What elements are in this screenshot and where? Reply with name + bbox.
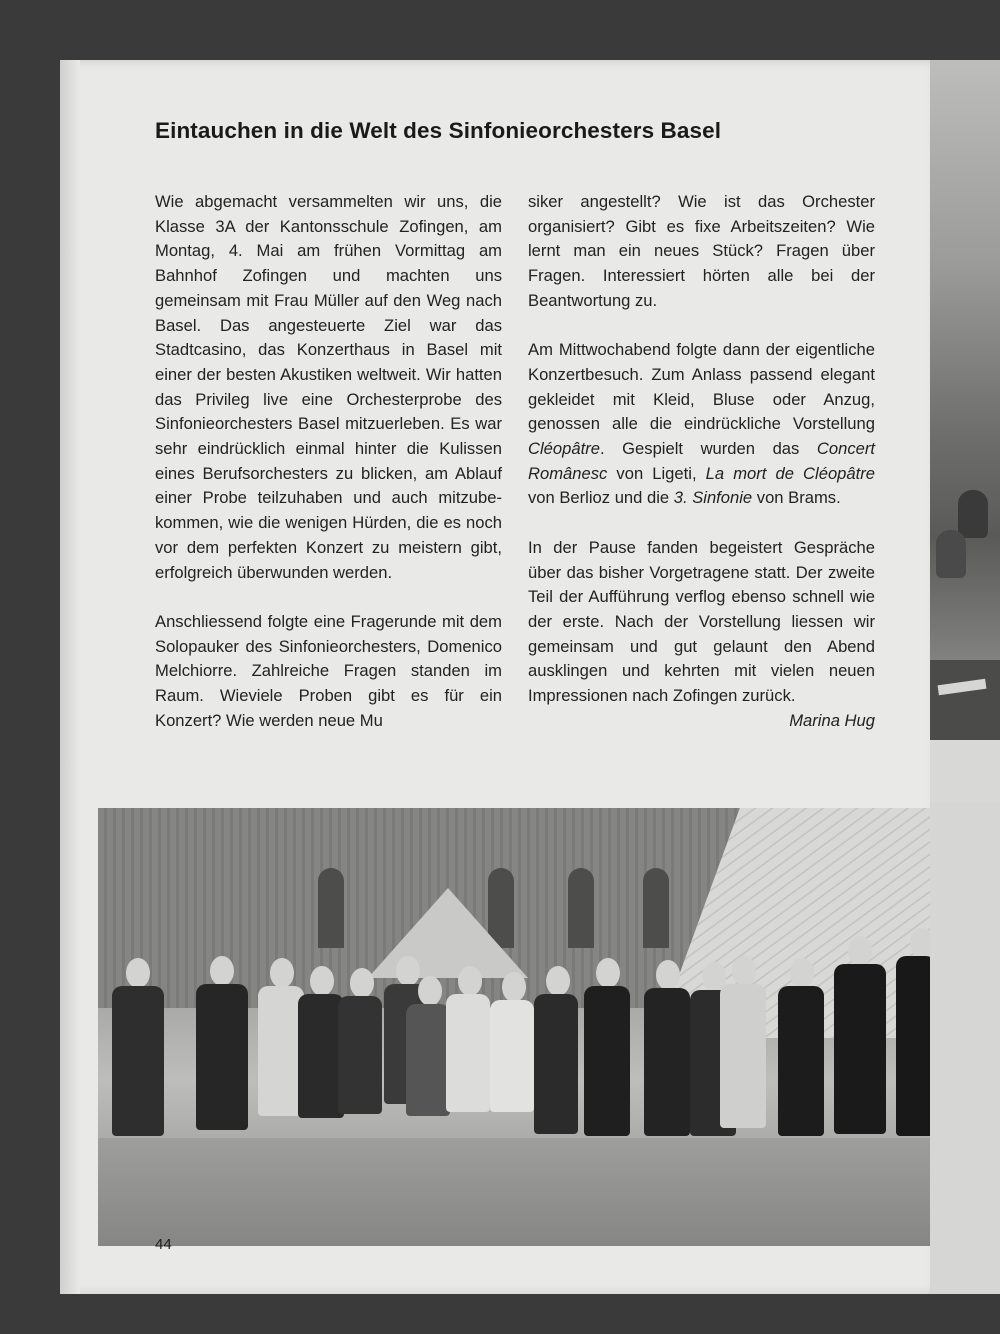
photo-person [720,984,766,1128]
page-gutter [60,60,80,1294]
photo-person [196,984,248,1130]
group-photo [98,808,930,1246]
photo-person-head [396,956,420,986]
photo-person-head [458,966,482,996]
adjacent-page-lower-area [930,802,1000,1294]
paragraph: Wie abgemacht versammelten wir uns, die Klasse 3A der Kantonsschule Zofingen, am Montag, 4. Mai am frühen Vormittag am Bahnhof Zofingen und machten uns gemeinsam mit Frau Müller auf den Weg nach Basel. Das angesteuerte Ziel war das Stadtcasino, das Konzerthaus in Basel mit einer der besten Akustiken weltweit. Wir hatten das Privileg live eine Orchesterprobe des Sinfonieorchesters Basel mitzuerleben. Es war sehr eindrücklich einmal hinter die Kulissen eines Berufsorchesters zu blicken, am Ablauf einer Probe teilzuhaben und auch mitzubekommen, wie die wenigen Hürden, die es noch vor dem perfekten Konzert zu meistern gibt, erfolgreich überwunden werden. [155,192,502,582]
photo-window [568,868,594,948]
photo-person-head [350,968,374,998]
article-column-left [155,190,502,758]
photo-glass-pyramid [368,888,528,978]
page-number: 44 [155,1236,172,1253]
photo-person [834,964,886,1134]
photo-person-head [418,976,442,1006]
adjacent-photo-figure [958,490,988,538]
paragraph: siker angestellt? Wie ist das Orchester organisiert? Gibt es fixe Arbeitszeiten? Wie lernt man ein neues Stück? Fragen über Fragen. Interessiert hörten alle bei der Beantwortung zu. [528,192,875,310]
article-title: Eintauchen in die Welt des Sinfonieorchesters Basel [155,118,722,143]
photo-person-head [790,958,814,988]
adjacent-page [930,60,1000,1294]
paragraph: Am Mittwochabend folgte dann der eigentliche Konzertbesuch. Zum Anlass passend elegant gekleidet mit Kleid, Bluse oder Anzug, genossen alle die eindrückliche Vorstellung Cléopâtre. Gespielt wurden das Concert Românesc von Ligeti, La mort de Cléopâtre von Berlioz und die 3. Sinfonie von Brams. [528,340,875,508]
photo-person [896,956,930,1136]
photo-person [446,994,490,1112]
photo-person-head [310,966,334,996]
adjacent-photo-figure [936,530,966,578]
photo-person [406,1004,450,1116]
photo-person [490,1000,534,1112]
author-signature: Marina Hug [789,710,875,730]
photo-person [338,996,382,1114]
photo-person-head [596,958,620,988]
photo-window [318,868,344,948]
photo-person-head [270,958,294,988]
photo-person-head [848,936,872,966]
paragraph: Anschliessend folgte eine Fragerunde mit dem Solopauker des Sinfonieorchesters, Domenico Melchiorre. Zahlreiche Fragen standen im Raum. Wieviele Proben gibt es für ein Konzert? Wie werden neue Mu [155,611,502,730]
photo-person-head [210,956,234,986]
photo-person [584,986,630,1136]
work-title: Concert Românesc [528,439,875,483]
photo-person [644,988,690,1136]
photo-window [643,868,669,948]
work-title: 3. Sinfonie [673,488,753,508]
photo-ground [98,1138,930,1246]
photo-person-head [502,972,526,1002]
work-title: Cléopâtre [528,439,600,459]
photo-person-head [656,960,680,990]
photo-person-head [126,958,150,988]
article-column-right [528,190,875,733]
adjacent-photo-floor [930,660,1000,740]
photo-person-head [910,928,930,958]
photo-person [112,986,164,1136]
paragraph: In der Pause fanden begeistert Gespräche über das bisher Vorgetragene statt. Der zweite Teil der Aufführung verflog ebenso schnell wie der erste. Nach der Vorstellung liessen wir gemeinsam und gut gelaunt den Abend ausklingen und kehrten mit vielen neuen Impressionen nach Zofingen zurück. Marina Hug [528,536,875,709]
photo-person [534,994,578,1134]
photo-person-head [732,956,756,986]
photo-person-head [546,966,570,996]
adjacent-page-photo [930,60,1000,740]
work-title: La mort de Cléopâtre [705,463,875,483]
photo-person [778,986,824,1136]
